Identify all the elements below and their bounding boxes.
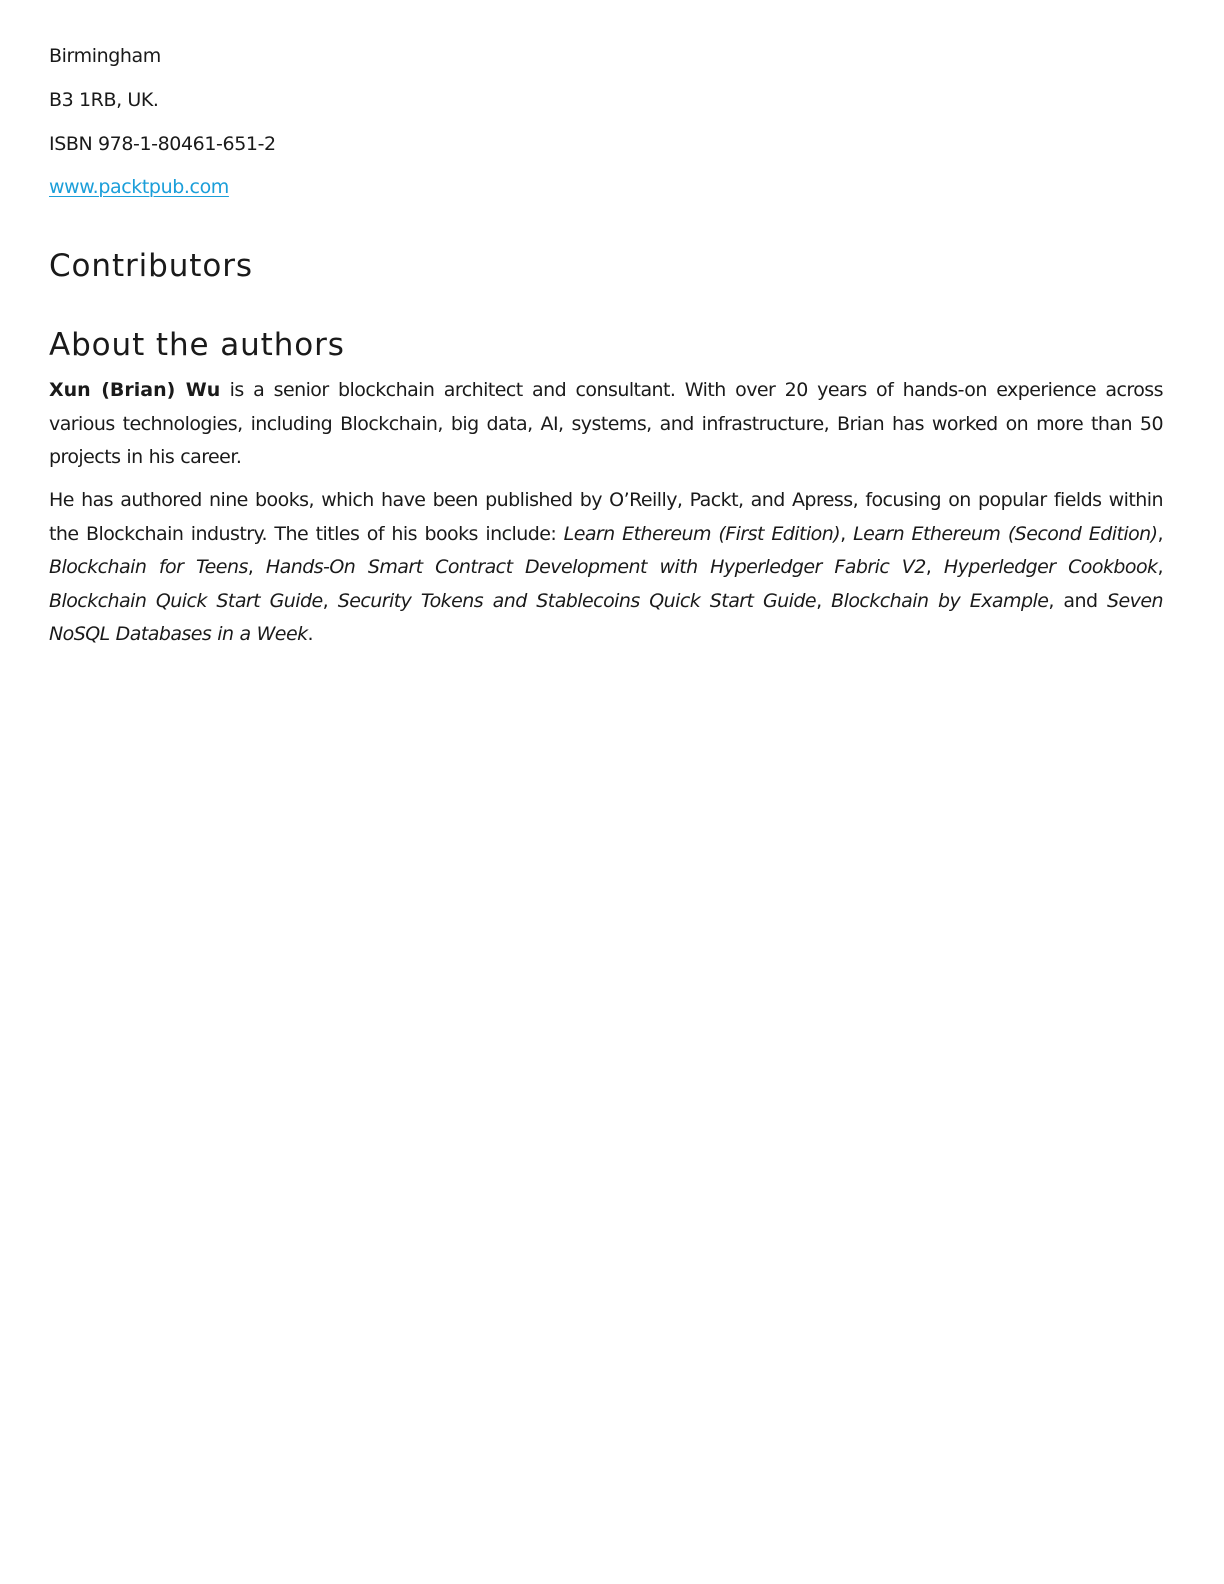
- separator: , and: [1048, 589, 1108, 612]
- separator: ,: [1157, 522, 1164, 545]
- author-bio-paragraph: [49, 374, 1163, 475]
- separator: ,: [840, 522, 854, 545]
- website-line: [49, 175, 229, 199]
- book-title: Blockchain Quick Start Guide: [49, 589, 323, 612]
- contributors-heading: Contributors: [49, 248, 253, 284]
- website-link[interactable]: www.packtpub.com: [49, 176, 229, 198]
- about-authors-heading: About the authors: [49, 327, 345, 363]
- book-title: Blockchain by Example: [831, 589, 1049, 612]
- book-title: Learn Ethereum (Second Edition): [853, 522, 1158, 545]
- address-postcode: B3 1RB, UK.: [49, 89, 159, 111]
- separator: ,: [322, 589, 338, 612]
- isbn-number: ISBN 978-1-80461-651-2: [49, 133, 276, 155]
- author-bio-text: is a senior blockchain architect and consultant. With over 20 years of hands-on experience across various technologies, including Blockchain, big data, AI, systems, and infrastructure, Brian has worked on more than 50 projects in his career.: [49, 379, 1163, 468]
- separator: ,: [816, 589, 832, 612]
- book-title: Learn Ethereum (First Edition): [563, 522, 841, 545]
- book-title: Blockchain for Teens: [49, 556, 248, 578]
- separator: ,: [247, 556, 266, 578]
- separator: ,: [1157, 556, 1164, 578]
- address-city: Birmingham: [49, 45, 161, 67]
- book-title: Security Tokens and Stablecoins Quick Start Guide: [337, 589, 817, 612]
- books-paragraph: [49, 484, 1163, 652]
- author-name: Xun (Brian) Wu: [49, 379, 221, 401]
- book-title: Hands-On Smart Contract Development with Hyperledger Fabric V2: [265, 556, 926, 578]
- book-title: Hyperledger Cookbook: [943, 556, 1158, 578]
- book-title: Seven NoSQL Databases in a Week: [49, 589, 1164, 645]
- paragraph-end: .: [307, 623, 314, 645]
- separator: ,: [925, 556, 944, 578]
- books-intro: He has authored nine books, which have been published by O’Reilly, Packt, and Apress, focusing on popular fields within the Blockchain industry. The titles of his books include:: [49, 489, 1163, 545]
